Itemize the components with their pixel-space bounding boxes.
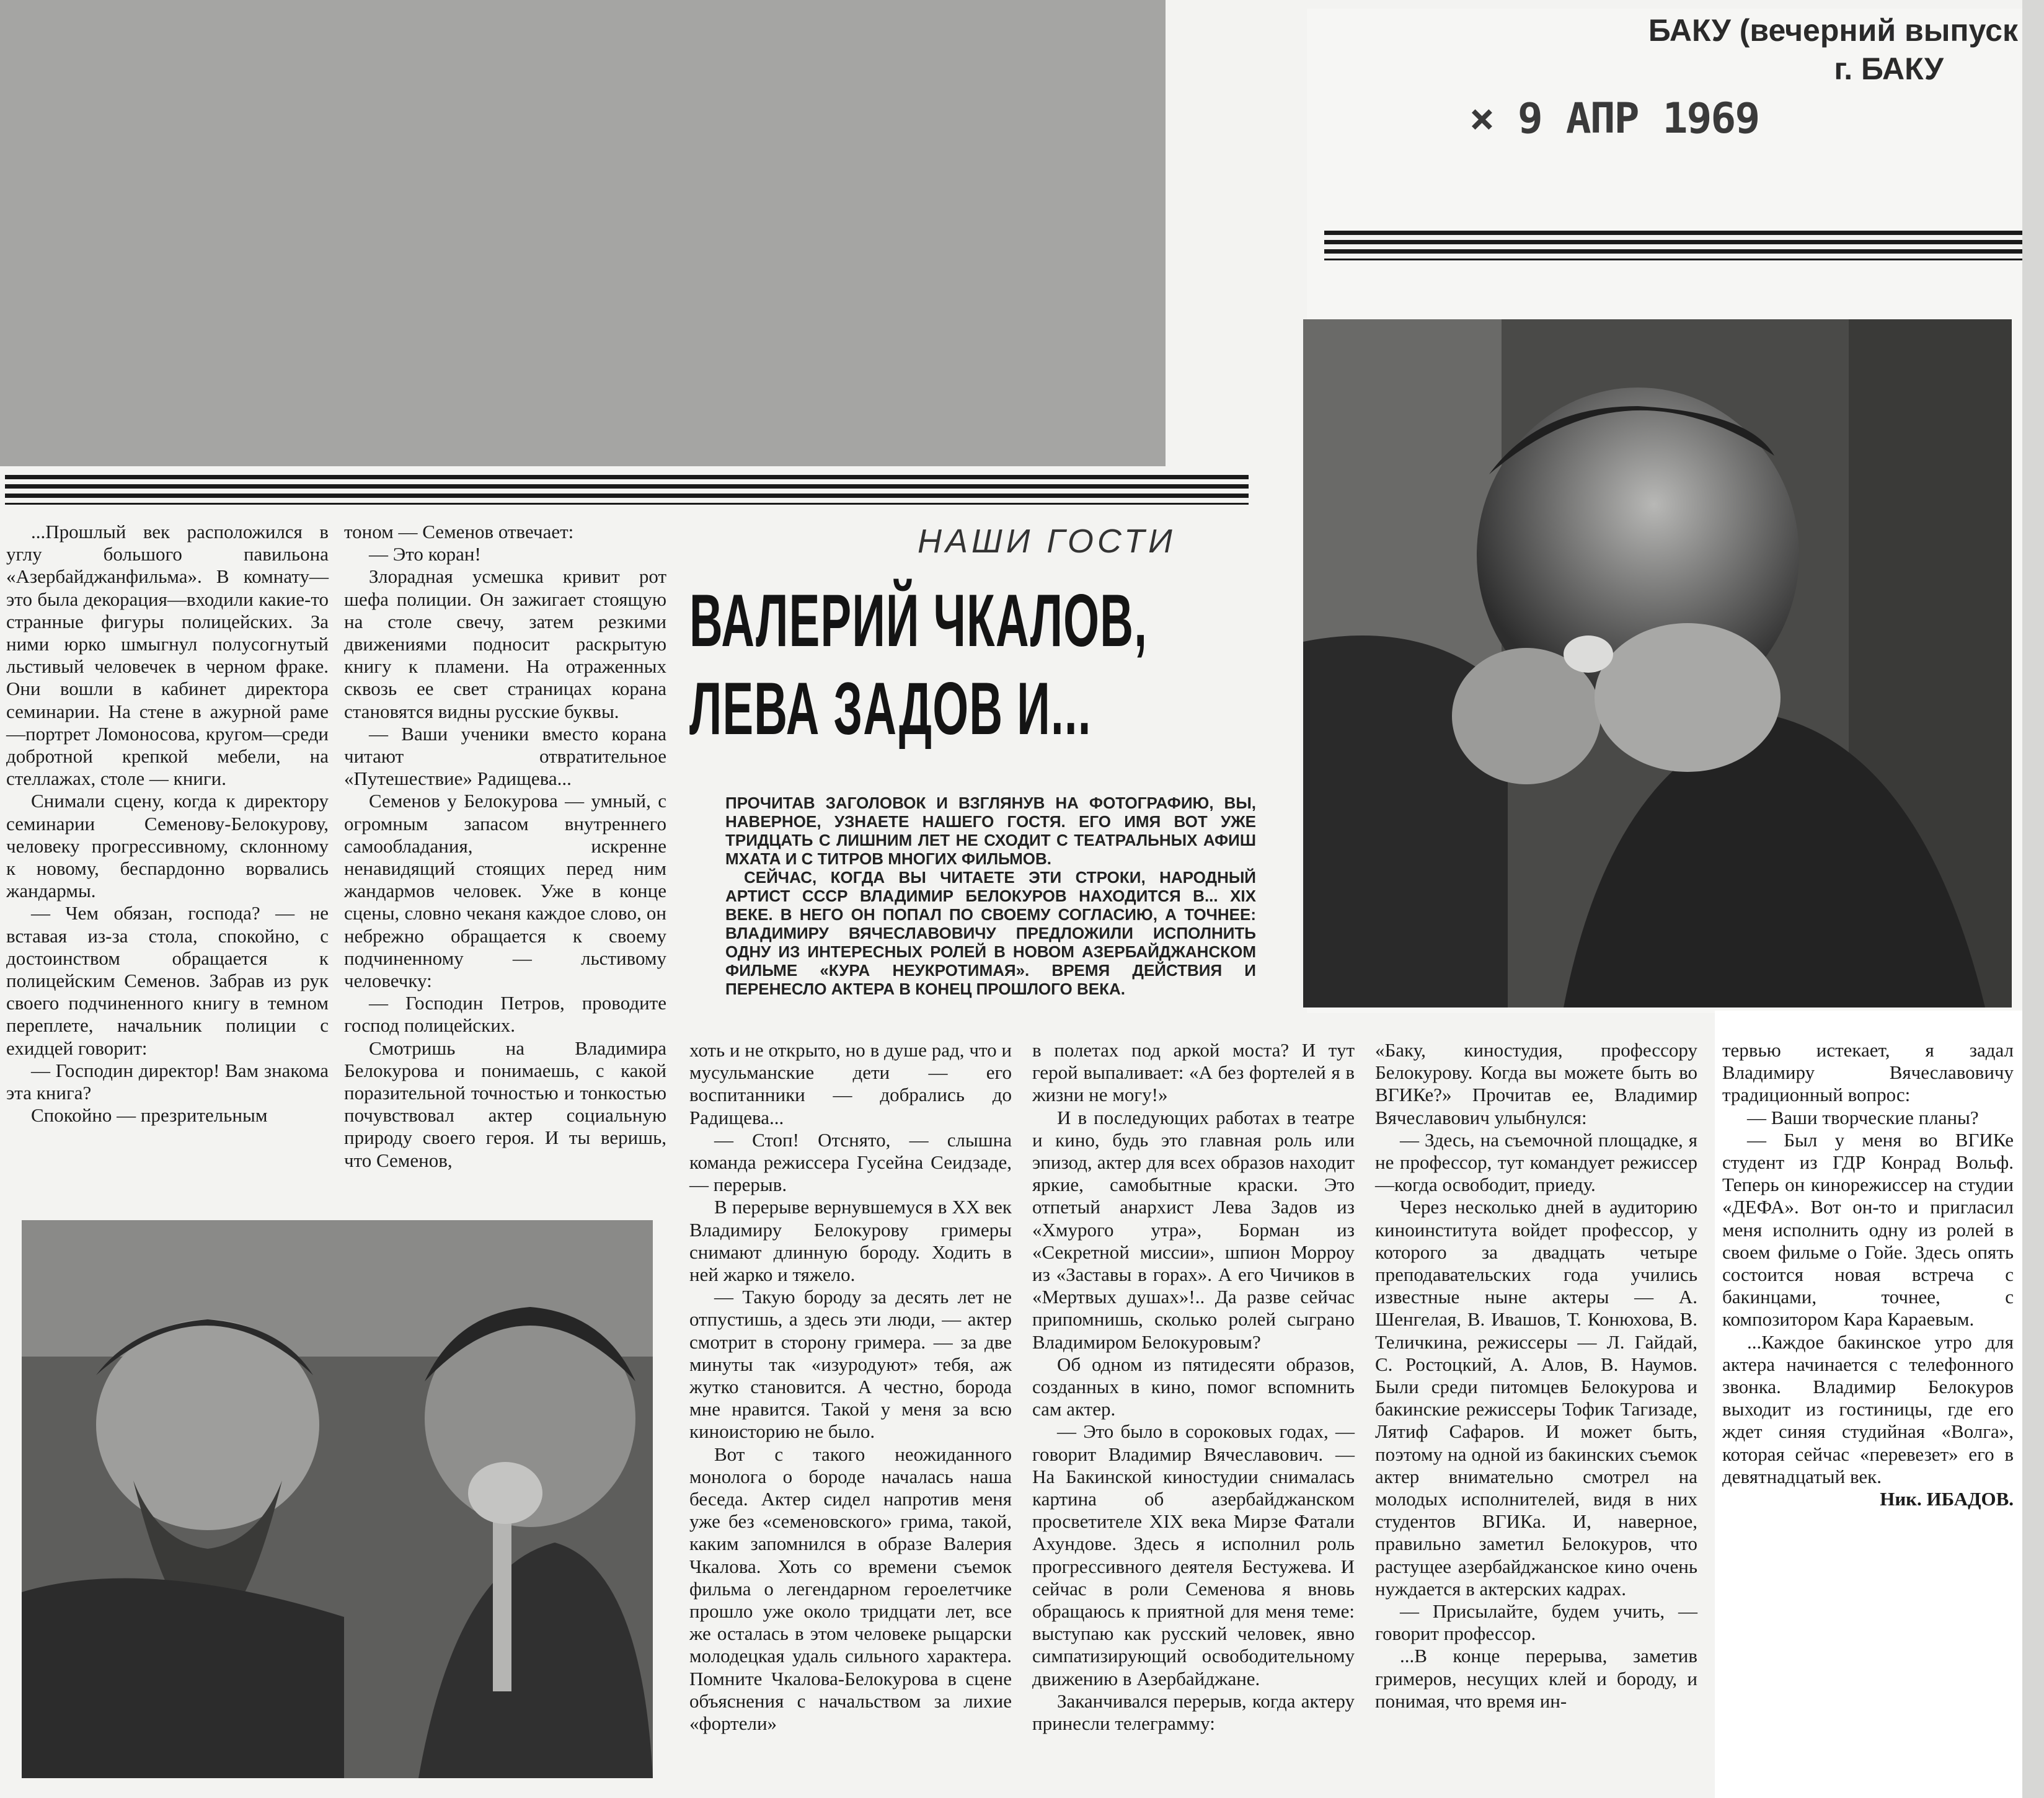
paragraph: Семенов у Белокурова — умный, с огромным запасом внутреннего самообладания, искренне ненавидящий стоящих перед ним жандармов человек. Уже в конце сцены, словно чеканя каждое слово, он небрежно обращается к своему подчиненному — льстивому человечку: [344, 790, 666, 992]
section-rubric: НАШИ ГОСТИ [918, 523, 1176, 560]
text-column-1 [6, 521, 329, 1127]
paragraph: хоть и не открыто, но в душе рад, что и мусульманские дети — его воспитанники — добрались до Радищева... [689, 1039, 1012, 1128]
text-column-5 [1375, 1039, 1697, 1712]
text-column-4 [1032, 1039, 1355, 1735]
paragraph: «Баку, киностудия, профессору Белокурову. Когда вы можете быть во ВГИКе?» Прочитав ее, Владимир Вячеславович улыбнулся: [1375, 1039, 1697, 1128]
text-column-3 [689, 1039, 1012, 1735]
headline-line-1: ВАЛЕРИЙ ЧКАЛОВ, [689, 579, 1148, 662]
paragraph: — Здесь, на съемочной площадке, я не профессор, тут командует режиссер—когда освободит, приеду. [1375, 1128, 1697, 1196]
paragraph: тервью истекает, я задал Владимиру Вячеславовичу традиционный вопрос: [1722, 1039, 2014, 1106]
paragraph: — Господин директор! Вам знакома эта книга? [6, 1059, 329, 1104]
article-headline [689, 577, 1148, 753]
paragraph: — Это коран! [369, 543, 481, 565]
masthead-title: БАКУ (вечерний выпуск [1648, 13, 2018, 48]
scan-background [0, 0, 1166, 472]
paragraph: Злорадная усмешка кривит рот шефа полиции. Он зажигает стоящую на столе свечу, затем резкими движениями подносит раскрытую книгу к пламени. На отраженных сквозь ее свет страницах корана становятся видны русские буквы. [344, 565, 666, 722]
paragraph: — Был у меня во ВГИКе студент из ГДР Конрад Вольф. Теперь он кинорежиссер на студии «ДЕФА». Вот он-то и пригласил меня исполнить одну из ролей в своем фильме о Гойе. Здесь опять состоится новая встреча с бакинцами, точнее, с композитором Кара Караевым. [1722, 1128, 2014, 1331]
paragraph: Об одном из пятидесяти образов, созданных в кино, помог вспомнить сам актер. [1032, 1353, 1355, 1420]
date-stamp: × 9 АПР 1969 [1469, 94, 1759, 143]
paragraph: — Ваши творческие планы? [1747, 1106, 1979, 1128]
paragraph: Снимали сцену, когда к директору семинарии Семенову-Белокурову, человеку прогрессивному, склонному к новому, беспардонно ворвались жандармы. [6, 790, 329, 902]
headline-line-2: ЛЕВА ЗАДОВ И... [689, 667, 1092, 750]
paragraph: ...В конце перерыва, заметив гримеров, несущих клей и бороду, и понимая, что время ин- [1375, 1645, 1697, 1712]
paragraph: тоном — Семенов отвечает: [344, 521, 574, 542]
paragraph: в полетах под аркой моста? И тут герой выпаливает: «А без фортелей я в жизни не могу!» [1032, 1039, 1355, 1106]
paragraph: — Чем обязан, господа? — не вставая из-за стола, спокойно, с достоинством обращается к полицейским Семенов. Забрав из рук своего подчиненного книгу в темном переплете, начальник полиции с ехидцей говорит: [6, 902, 329, 1059]
paragraph: — Стоп! Отснято, — слышна команда режиссера Гусейна Сеидзаде, — перерыв. [689, 1128, 1012, 1196]
text-column-2 [344, 521, 666, 1172]
text-column-6 [1722, 1039, 2014, 1510]
paragraph: — Это было в сороковых годах, — говорит Владимир Вячеславович. — На Бакинской киностудии снималась картина об азербайджанском просветителе XIX века Мирзе Фатали Ахундове. Здесь я исполнил роль прогрессивного деятеля Бестужева. И сейчас в роли Семенова я вновь обращаюсь к приятной для меня теме: выступаю как русский человек, явно симпатизирующий освободительному движению в Азербайджане. [1032, 1420, 1355, 1690]
scan-edge [2022, 0, 2044, 1798]
paragraph: И в последующих работах в театре и кино, будь это главная роль или эпизод, актер для всех образов находит яркие, самобытные краски. Это отпетый анархист Лева Задов из «Хмурого утра», Борман из «Секретной миссии», шпион Морроу из «Заставы в горах». А его Чичиков в «Мертвых душах»!.. Да разве сейчас припомнишь, сколько ролей сыграно Владимиром Белокуровым? [1032, 1106, 1355, 1353]
header-rule [5, 475, 1249, 505]
paragraph: — Господин Петров, проводите господ полицейских. [344, 992, 666, 1037]
film-set-photo [22, 1220, 653, 1778]
masthead-city: г. БАКУ [1834, 51, 1944, 86]
paragraph: В перерыве вернувшемуся в XX век Владимиру Белокурову гримеры снимают длинную бороду. Ходить в ней жарко и тяжело. [689, 1196, 1012, 1286]
paragraph: — Присылайте, будем учить, — говорит профессор. [1375, 1600, 1697, 1645]
article-lead [725, 794, 1256, 998]
newspaper-masthead [1634, 11, 2018, 88]
paragraph: — Ваши ученики вместо корана читают отвратительное «Путешествие» Радищева... [344, 722, 666, 790]
paragraph: Смотришь на Владимира Белокурова и понимаешь, с какой поразительной точностью и тонкостью почувствовал актер социальную природу своего героя. И ты веришь, что Семенов, [344, 1037, 666, 1171]
portrait-photo [1303, 319, 2012, 1008]
paragraph: Вот с такого неожиданного монолога о бороде началась наша беседа. Актер сидел напротив меня уже без «семеновского» грима, такой, каким запомнился в образе Валерия Чкалова. Хоть со времени съемок фильма о легендарном героелетчике прошло уже около тридцати лет, все же осталась в этом человеке рыцарски молодецкая удаль сильного характера. Помните Чкалова-Белокурова в сцене объяснения с начальством за лихие «фортели» [689, 1443, 1012, 1735]
paragraph: ...Каждое бакинское утро для актера начинается с телефонного звонка. Владимир Белокуров выходит из гостиницы, где его ждет синяя студийная «Волга», которая сейчас «перевезет» его в девятнадцатый век. [1722, 1331, 2014, 1487]
author-signature: Ник. ИБАДОВ. [1880, 1488, 2014, 1510]
top-rule [1324, 231, 2022, 260]
lead-paragraph: ПРОЧИТАВ ЗАГОЛОВОК И ВЗГЛЯНУВ НА ФОТОГРАФИЮ, ВЫ, НАВЕРНОЕ, УЗНАЕТЕ НАШЕГО ГОСТЯ. ЕГО ИМЯ ВОТ УЖЕ ТРИДЦАТЬ С ЛИШНИМ ЛЕТ НЕ СХОДИТ С ТЕАТРАЛЬНЫХ АФИШ МХАТА И С ТИТРОВ МНОГИХ ФИЛЬМОВ. [725, 794, 1256, 868]
paragraph: ...Прошлый век расположился в углу большого павильона «Азербайджанфильма». В комнату—это была декорация—входили какие-то странные фигуры полицейских. За ними юрко шмыгнул полусогнутый льстивый человечек в черном фраке. Они вошли в кабинет директора семинарии. На стене в ажурной раме—портрет Ломоносова, кругом—среди добротной крепкой мебели, на стеллажах, столе — книги. [6, 521, 329, 790]
paragraph: — Такую бороду за десять лет не отпустишь, а здесь эти люди, — актер смотрит в сторону гримера. — за две минуты так «изуродуют» тебя, аж жутко становится. А честно, борода мне нравится. Такой у меня за всю киноисторию не было. [689, 1286, 1012, 1443]
lead-paragraph: СЕЙЧАС, КОГДА ВЫ ЧИТАЕТЕ ЭТИ СТРОКИ, НАРОДНЫЙ АРТИСТ СССР ВЛАДИМИР БЕЛОКУРОВ НАХОДИТСЯ В... XIX ВЕКЕ. В НЕГО ОН ПОПАЛ ПО СВОЕМУ СОГЛАСИЮ, А ТОЧНЕЕ: ВЛАДИМИРУ ВЯЧЕСЛАВОВИЧУ ПРЕДЛОЖИЛИ ИСПОЛНИТЬ ОДНУ ИЗ ИНТЕРЕСНЫХ РОЛЕЙ В НОВОМ АЗЕРБАЙДЖАНСКОМ ФИЛЬМЕ «КУРА НЕУКРОТИМАЯ». ВРЕМЯ ДЕЙСТВИЯ И ПЕРЕНЕСЛО АКТЕРА В КОНЕЦ ПРОШЛОГО ВЕКА. [725, 868, 1256, 998]
paragraph: Через несколько дней в аудиторию киноинститута войдет профессор, у которого за двадцать четыре преподавательских года учились известные ныне актеры — А. Шенгелая, В. Ивашов, Т. Конюхова, В. Теличкина, режиссеры — Л. Гайдай, С. Ростоцкий, А. Алов, В. Наумов. Были среди питомцев Белокурова и бакинские режиссеры Тофик Тагизаде, Лятиф Сафаров. И может быть, поэтому на одной из бакинских съемок актер внимательно смотрел на молодых исполнителей, видя в них студентов ВГИКа. И, наверное, правильно заметил Белокуров, что растущее азербайджанское кино очень нуждается в актерских кадрах. [1375, 1196, 1697, 1600]
paragraph: Заканчивался перерыв, когда актеру принесли телеграмму: [1032, 1690, 1355, 1735]
paragraph: Спокойно — презрительным [31, 1104, 268, 1127]
